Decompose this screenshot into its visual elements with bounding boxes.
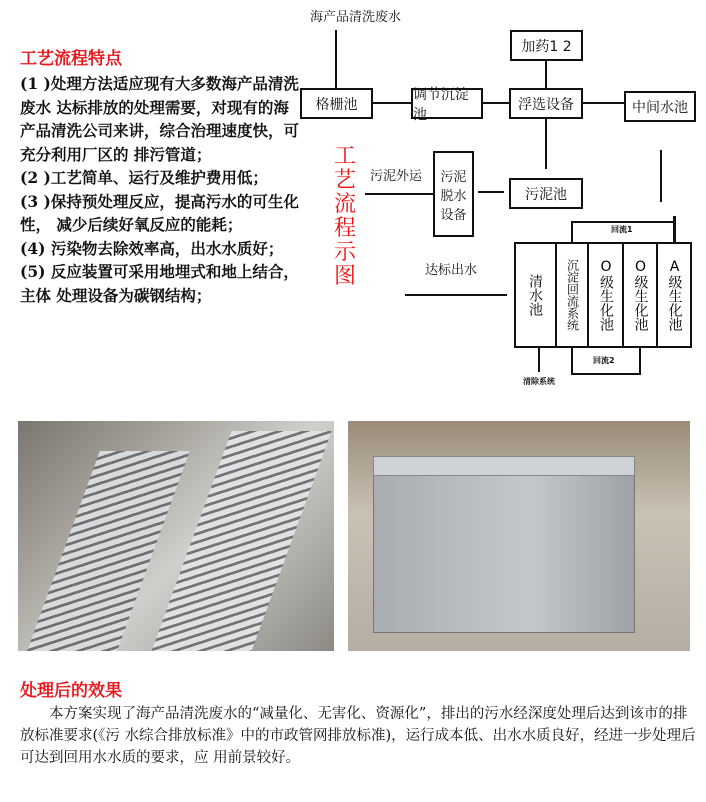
dosing-box: 加药1 2 [510,30,583,61]
features-title: 工艺流程特点 [20,49,122,69]
input-label: 海产品清洗废水 [310,10,402,25]
feature-item: (2 )工艺简单、运行及维护费用低； [20,168,268,187]
adjust-tank-box: 调节沉淀池 [411,88,483,119]
flotation-box: 浮选设备 [509,88,583,119]
return1-label: 回流1 [611,225,633,234]
diagram-title: 工艺流程示图 [333,144,356,289]
grille-machine-photo [18,421,334,651]
effect-text: 本方案实现了海产品清洗废水的“减量化、无害化、资源化”，排出的污水经深度处理后达到该市的排放标准要求(《污 水综合排放标准》中的市政管网排放标准)，运行成本低、出水水质良好，经进一步处理后可达到回用水水质的要求，应 用前景较好。 [20,706,696,766]
feature-item: (1 )处理方法适应现有大多数海产品清洗废水 达标排放的处理需要，对现有的海产品清洗公司来讲，综合治理速度快，可充分利用厂区的 排污管道； [20,74,300,164]
effect-title: 处理后的效果 [20,681,122,701]
return2-label: 回流2 [593,356,615,365]
discharge-label: 达标出水 [425,263,478,278]
sludge-dewater-box: 污泥脱水设备 [433,151,474,237]
a-tank: A级生化池 [656,242,691,347]
o2-tank: O级生化池 [622,242,657,347]
feature-item: (4) 污染物去除效率高，出水水质好； [20,238,284,258]
middle-tank-box: 中间水池 [624,91,696,122]
feature-item: (5) 反应装置可采用地埋式和地上结合，主体 处理设备为碳钢结构； [20,262,299,305]
effect-section [20,676,700,769]
features-list [20,72,300,307]
feature-item: (3 )保持预处理反应，提高污水的可生化性， 减少后续好氧反应的能耗； [20,191,299,234]
grid-tank-box: 格栅池 [300,88,373,119]
cleanout-label: 清除系统 [523,377,555,386]
sludge-out-label: 污泥外运 [370,169,423,184]
sludge-tank-box: 污泥池 [509,178,583,209]
treatment-tank-photo [348,421,690,651]
o1-tank: O级生化池 [587,242,623,347]
settle-return-tank: 沉淀回流系统 [555,242,588,347]
clear-tank: 清水池 [527,273,543,316]
